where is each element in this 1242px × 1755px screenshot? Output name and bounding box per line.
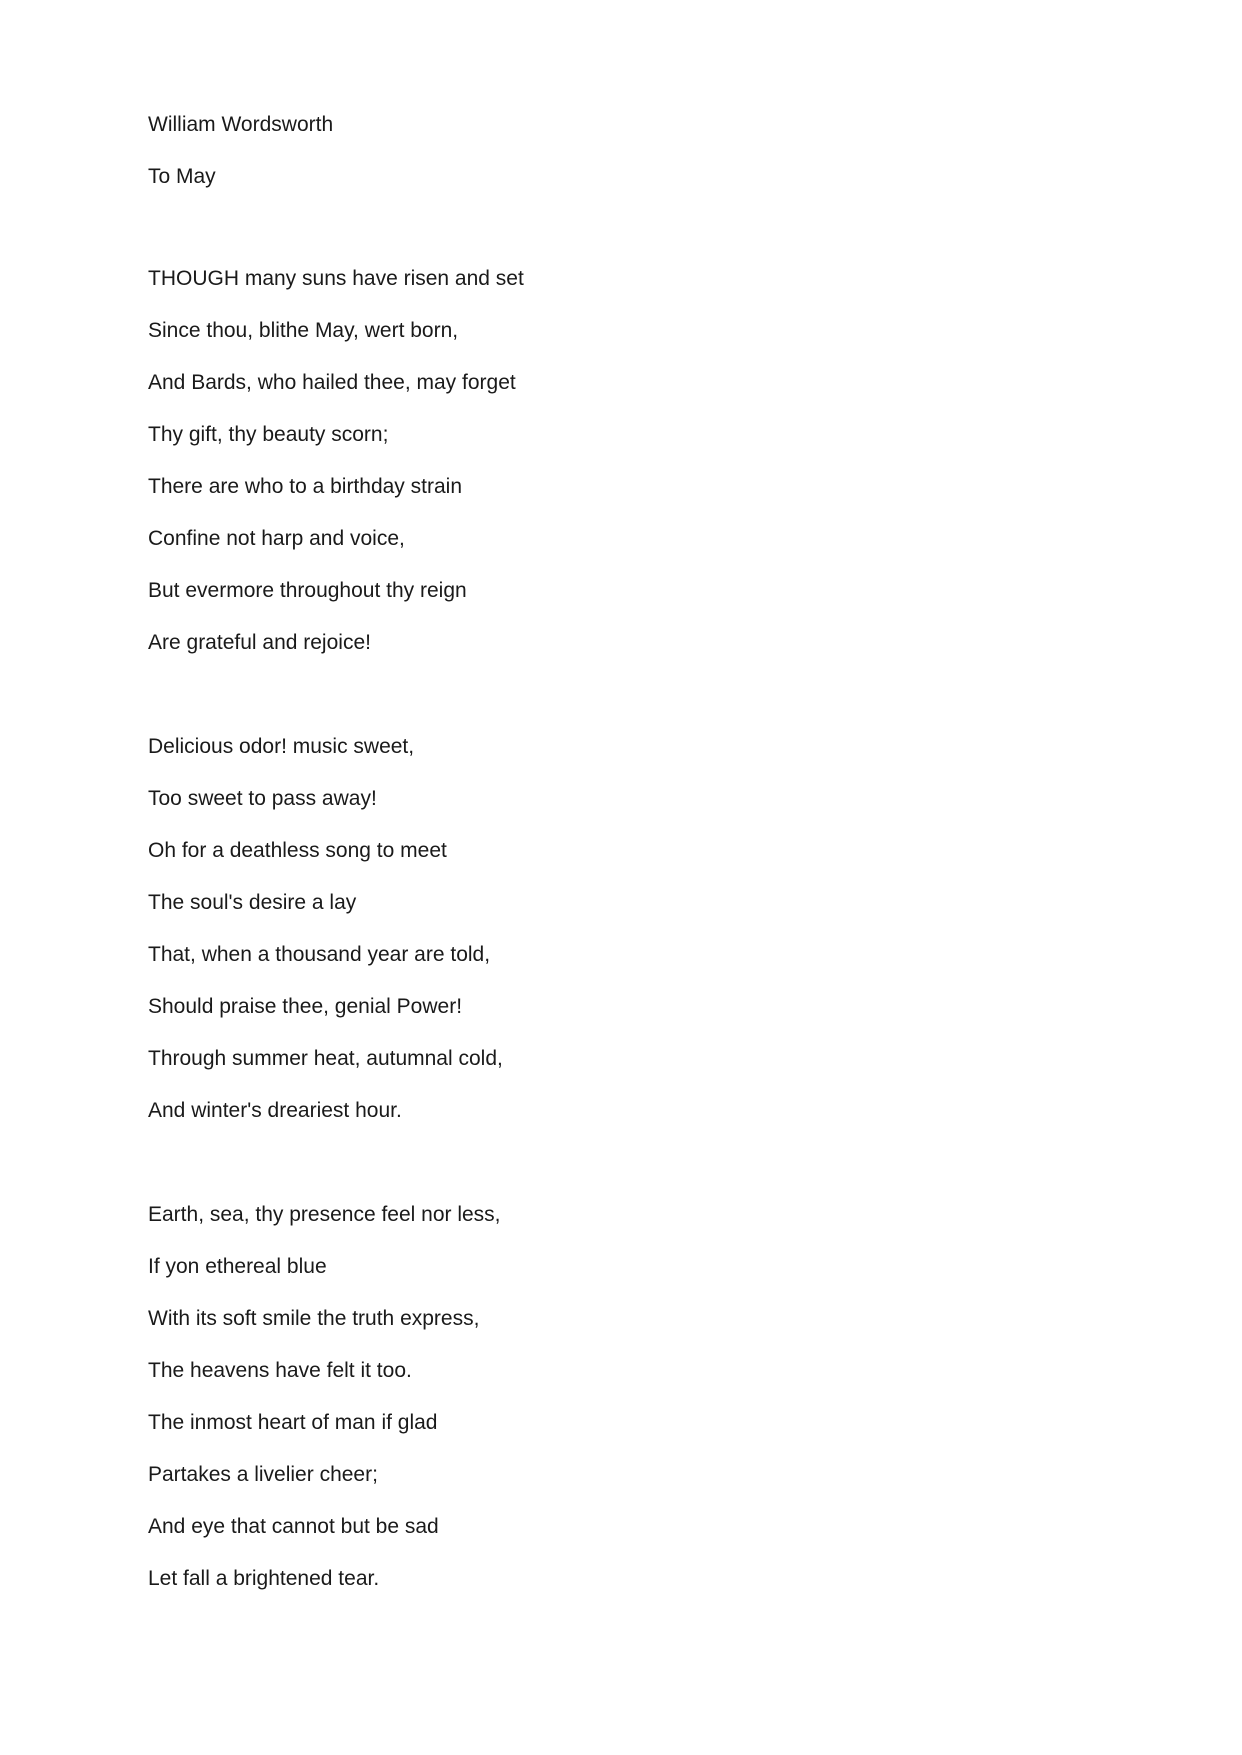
poem-line: Thy gift, thy beauty scorn;	[148, 423, 389, 446]
author-name: William Wordsworth	[148, 113, 334, 136]
poem-line: Confine not harp and voice,	[148, 527, 405, 550]
poem-line: And eye that cannot but be sad	[148, 1515, 439, 1538]
poem-line: Earth, sea, thy presence feel nor less,	[148, 1203, 501, 1226]
poem-line: Through summer heat, autumnal cold,	[148, 1047, 503, 1070]
poem-line: The soul's desire a lay	[148, 891, 357, 914]
poem-line: Oh for a deathless song to meet	[148, 839, 447, 862]
poem-line: Since thou, blithe May, wert born,	[148, 319, 459, 342]
poem-line: But evermore throughout thy reign	[148, 579, 467, 602]
poem-line: That, when a thousand year are told,	[148, 943, 491, 966]
poem-line: The heavens have felt it too.	[148, 1359, 412, 1382]
poem-line: The inmost heart of man if glad	[148, 1411, 438, 1434]
poem-title: To May	[148, 165, 216, 188]
poem-line: THOUGH many suns have risen and set	[148, 267, 524, 290]
poem-line: Let fall a brightened tear.	[148, 1567, 380, 1590]
poem-line: Delicious odor! music sweet,	[148, 735, 415, 758]
poem-line: Are grateful and rejoice!	[148, 631, 371, 654]
poem-line: And Bards, who hailed thee, may forget	[148, 371, 516, 394]
poem-line: With its soft smile the truth express,	[148, 1307, 480, 1330]
poem-line: Should praise thee, genial Power!	[148, 995, 463, 1018]
poem-line: And winter's dreariest hour.	[148, 1099, 402, 1122]
poem-line: There are who to a birthday strain	[148, 475, 462, 498]
poem-line: Too sweet to pass away!	[148, 787, 377, 810]
poem-line: Partakes a livelier cheer;	[148, 1463, 378, 1486]
poem-line: If yon ethereal blue	[148, 1255, 327, 1278]
